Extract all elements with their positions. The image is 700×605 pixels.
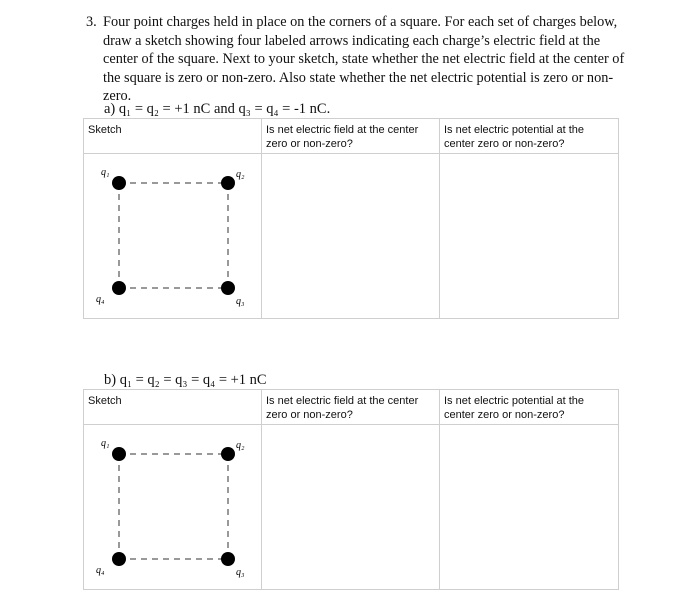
sketch-cell[interactable] xyxy=(84,154,262,319)
field-answer-cell[interactable] xyxy=(262,154,440,319)
charge-square-diagram xyxy=(84,154,262,318)
q1-label: q₁ xyxy=(101,167,110,178)
problem-number: 3. xyxy=(86,14,97,30)
charge-q3 xyxy=(221,281,235,295)
sketch-header: Sketch xyxy=(84,119,262,154)
q3-label: q₃ xyxy=(236,296,245,307)
part-b-table xyxy=(83,389,619,590)
q2-label: q₂ xyxy=(236,169,245,180)
sketch-header: Sketch xyxy=(84,390,262,425)
field-header: Is net electric field at the center zero or non-zero? xyxy=(262,119,440,154)
charge-q3 xyxy=(221,552,235,566)
part-a-label: a) q₁ = q₂ = +1 nC and q₃ = q₄ = -1 nC. xyxy=(104,101,331,117)
charge-q2 xyxy=(221,176,235,190)
charge-q4 xyxy=(112,552,126,566)
q3-label: q₃ xyxy=(236,567,245,578)
charge-q1 xyxy=(112,176,126,190)
part-a-table xyxy=(83,118,619,319)
charge-q1 xyxy=(112,447,126,461)
problem-text: Four point charges held in place on the corners of a square. For each set of charges below, draw a sketch showing four labeled arrows indicating each charge’s electric field at the center of the square. Next to your sketch, state whether the net electric field at the center of the square is zero or non-zero. Also state whether the net electric potential is zero or non-zero. xyxy=(103,14,625,105)
q4-label: q₄ xyxy=(96,294,105,305)
part-b-label: b) q₁ = q₂ = q₃ = q₄ = +1 nC xyxy=(104,372,267,388)
potential-header: Is net electric potential at the center zero or non-zero? xyxy=(440,390,619,425)
q1-label: q₁ xyxy=(101,438,110,449)
field-answer-cell[interactable] xyxy=(262,425,440,590)
charge-square-diagram xyxy=(84,425,262,589)
sketch-cell[interactable] xyxy=(84,425,262,590)
q4-label: q₄ xyxy=(96,565,105,576)
q2-label: q₂ xyxy=(236,440,245,451)
potential-header: Is net electric potential at the center zero or non-zero? xyxy=(440,119,619,154)
potential-answer-cell[interactable] xyxy=(440,425,619,590)
potential-answer-cell[interactable] xyxy=(440,154,619,319)
charge-q4 xyxy=(112,281,126,295)
charge-q2 xyxy=(221,447,235,461)
field-header: Is net electric field at the center zero or non-zero? xyxy=(262,390,440,425)
